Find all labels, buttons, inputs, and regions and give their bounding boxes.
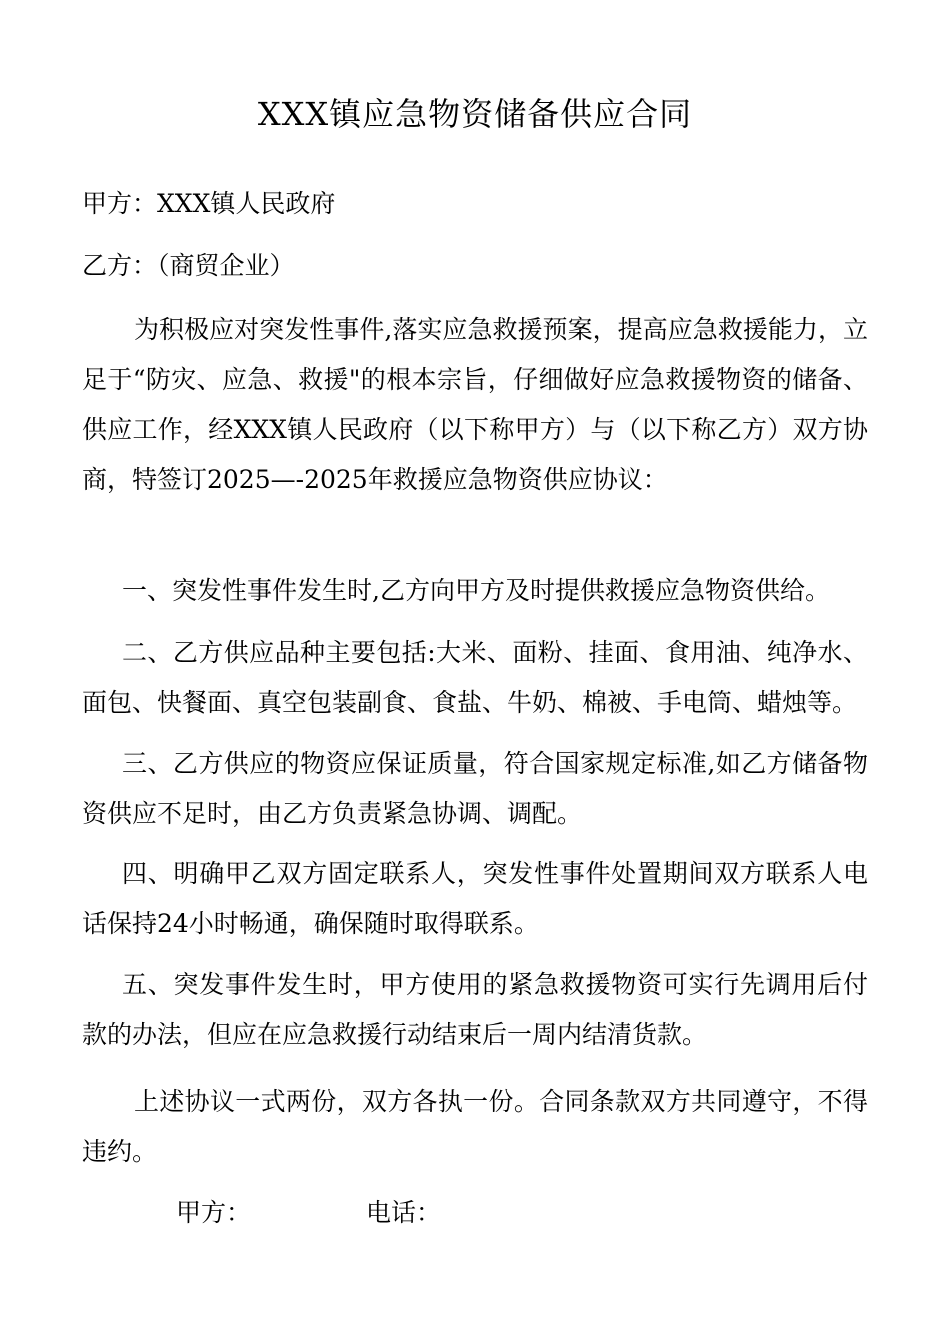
- intro-paragraph: 为积极应对突发性事件,落实应急救援预案，提高应急救援能力，立足于“防灾、应急、救援"的根本宗旨，仔细做好应急救援物资的储备、供应工作，经XXX镇人民政府（以下称甲方）与（以下称乙方）双方协商，特签订2025—-2025年救援应急物资供应协议：: [82, 315, 868, 494]
- closing-paragraph: 上述协议一式两份，双方各执一份。合同条款双方共同遵守，不得违约。: [82, 1087, 868, 1166]
- clause-1: 一、突发性事件发生时,乙方向甲方及时提供救援应急物资供给。: [122, 576, 830, 605]
- party-a-line: 甲方：XXX镇人民政府: [82, 189, 336, 218]
- clause-3: 三、乙方供应的物资应保证质量，符合国家规定标准,如乙方储备物资供应不足时，由乙方负责紧急协调、调配。: [82, 749, 868, 828]
- clause-5: 五、突发事件发生时，甲方使用的紧急救援物资可实行先调用后付款的办法，但应在应急救援行动结束后一周内结清货款。: [82, 970, 868, 1049]
- party-b-line: 乙方：（商贸企业）: [82, 251, 295, 280]
- clause-4: 四、明确甲乙双方固定联系人，突发性事件处置期间双方联系人电话保持24小时畅通，确保随时取得联系。: [82, 859, 868, 938]
- signature-phone-label: 电话：: [366, 1198, 442, 1227]
- signature-party-a-label: 甲方：: [176, 1198, 252, 1227]
- document-title: XXX镇应急物资储备供应合同: [257, 95, 693, 133]
- clause-2: 二、乙方供应品种主要包括:大米、面粉、挂面、食用油、纯净水、面包、快餐面、真空包装副食、食盐、牛奶、棉被、手电筒、蜡烛等。: [82, 638, 868, 717]
